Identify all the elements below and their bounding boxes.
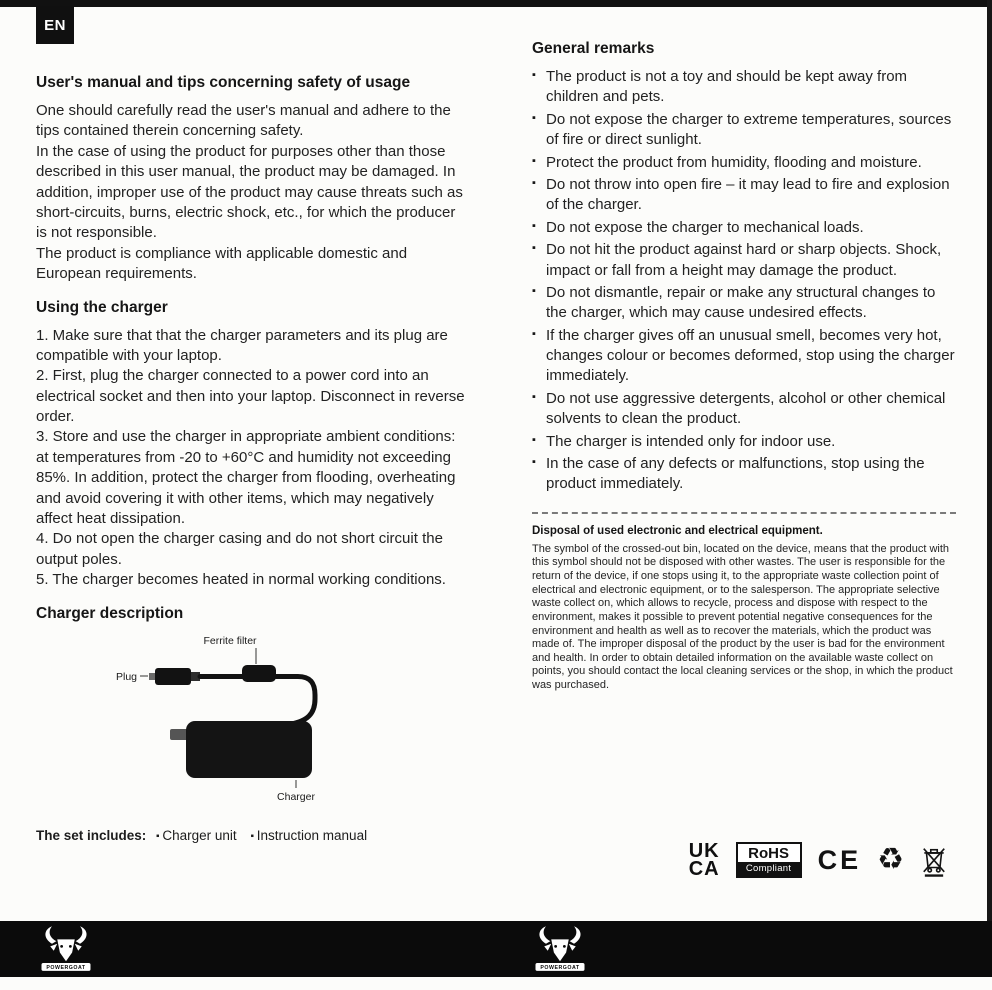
rohs-subtitle: Compliant xyxy=(738,862,800,876)
ukca-mark xyxy=(689,842,720,879)
compliance-marks xyxy=(689,842,948,879)
charger-diagram xyxy=(112,633,336,810)
charger-step: 4. Do not open the charger casing and do not short circuit the output poles. xyxy=(36,530,443,568)
recycle-icon: ♻ xyxy=(877,843,904,877)
dashed-divider xyxy=(532,512,956,514)
safety-paragraph: In the case of using the product for purposes other than those described in this user manual, the product may be damaged. In addition, improper use of the product may cause threats such as short-circuits, burns, electric shock, etc., for which the producer is not responsible. xyxy=(36,142,463,242)
charger-body xyxy=(186,721,312,778)
left-column xyxy=(36,60,470,843)
disposal-text: The symbol of the crossed-out bin, located on the device, means that the product with this symbol should not be disposed with other wastes. The user is responsible for the return of the device, if one stops using it, to the appropriate waste collection point of electrical and electronic equipment, or to the salesperson. The appropriate selective waste collect on, which allows to recycle, process and dispose with respect to the environment, makes it possible to prevent potential negative consequences for the environment and health as well as to recover the materials, which the product was made of. The improper disposal of the product by the user is bad for the environment and health. In order to obtain detailed information on the available waste collect on points, you should contact the local cleaning services or the shop, in which the product was purchased. xyxy=(532,542,953,692)
ce-mark: CE xyxy=(817,844,862,875)
disposal-heading: Disposal of used electronic and electrical equipment. xyxy=(532,524,823,537)
right-edge-strip xyxy=(987,0,992,921)
charger-label: Charger xyxy=(277,790,315,803)
general-remarks-list xyxy=(532,67,956,495)
set-includes-line xyxy=(36,828,470,843)
charger-step: 5. The charger becomes heated in normal working conditions. xyxy=(36,571,446,589)
set-includes-item: ▪ Instruction manual xyxy=(250,828,367,843)
charger-step: 1. Make sure that that the charger parameters and its plug are compatible with your laptop. xyxy=(36,326,448,364)
set-includes-label: The set includes: xyxy=(36,827,147,843)
plug-label: Plug xyxy=(116,670,138,683)
remark-item: ▪ Do not expose the charger to extreme temperatures, sources of fire or direct sunlight. xyxy=(532,110,956,151)
remark-item: ▪ If the charger gives off an unusual smell, becomes very hot, changes colour or becomes deformed, stop using the charger immediately. xyxy=(532,326,956,387)
remark-item: ▪ Do not expose the charger to mechanical loads. xyxy=(532,218,956,238)
ukca-line2: CA xyxy=(688,858,720,881)
general-remarks-heading: General remarks xyxy=(532,40,655,57)
remark-item: ▪ Do not use aggressive detergents, alcohol or other chemical solvents to clean the product. xyxy=(532,389,956,430)
rohs-title: RoHS xyxy=(748,845,789,863)
safety-paragraph: The product is compliance with applicable domestic and European requirements. xyxy=(36,244,408,283)
remark-item: ▪ The product is not a toy and should be kept away from children and pets. xyxy=(532,67,956,108)
remark-item: ▪ Do not hit the product against hard or sharp objects. Shock, impact or fall from a height may damage the product. xyxy=(532,240,956,281)
charger-step: 2. First, plug the charger connected to a power cord into an electrical socket and then into your laptop. Disconnect in reverse order. xyxy=(36,367,465,426)
powergoat-logo xyxy=(532,924,588,974)
safety-paragraph: One should carefully read the user's manual and adhere to the tips contained therein concerning safety. xyxy=(36,102,451,140)
using-charger-heading: Using the charger xyxy=(36,298,168,316)
language-badge: EN xyxy=(36,6,74,44)
charger-description-heading: Charger description xyxy=(36,604,184,622)
remark-item: ▪ Do not dismantle, repair or make any structural changes to the charger, which may cause undesired effects. xyxy=(532,283,956,324)
weee-bin-icon xyxy=(920,844,948,877)
plug-body xyxy=(155,668,191,685)
brand-name: POWERGOAT xyxy=(540,965,580,972)
ferrite-filter-label: Ferrite filter xyxy=(203,634,257,647)
charger-step: 3. Store and use the charger in appropriate ambient conditions: at temperatures from -20 to +60°C and humidity not exceeding 85%. In addition, protect the charger from flooding, overheating and avoid covering it with other items, which may negatively affect heat dissipation. xyxy=(36,428,456,528)
remark-item: ▪ Do not throw into open fire – it may lead to fire and explosion of the charger. xyxy=(532,175,956,216)
top-edge-strip xyxy=(0,0,992,7)
remark-item: ▪ In the case of any defects or malfunctions, stop using the product immediately. xyxy=(532,454,956,495)
safety-heading: User's manual and tips concerning safety of usage xyxy=(36,74,411,91)
remark-item: ▪ Protect the product from humidity, flooding and moisture. xyxy=(532,153,956,173)
ferrite-filter xyxy=(242,665,276,682)
charger-diagram-drawing xyxy=(112,633,336,805)
plug-prong xyxy=(149,673,155,680)
powergoat-logo xyxy=(38,924,94,974)
right-column xyxy=(532,32,956,693)
brand-name: POWERGOAT xyxy=(46,965,86,972)
rohs-mark xyxy=(736,842,802,878)
ukca-line1: UK xyxy=(688,840,720,862)
strain-relief xyxy=(170,729,188,740)
bottom-brand-bar xyxy=(0,921,992,977)
remark-item: ▪ The charger is intended only for indoor use. xyxy=(532,432,956,452)
set-includes-item: ▪ Charger unit xyxy=(156,828,237,843)
